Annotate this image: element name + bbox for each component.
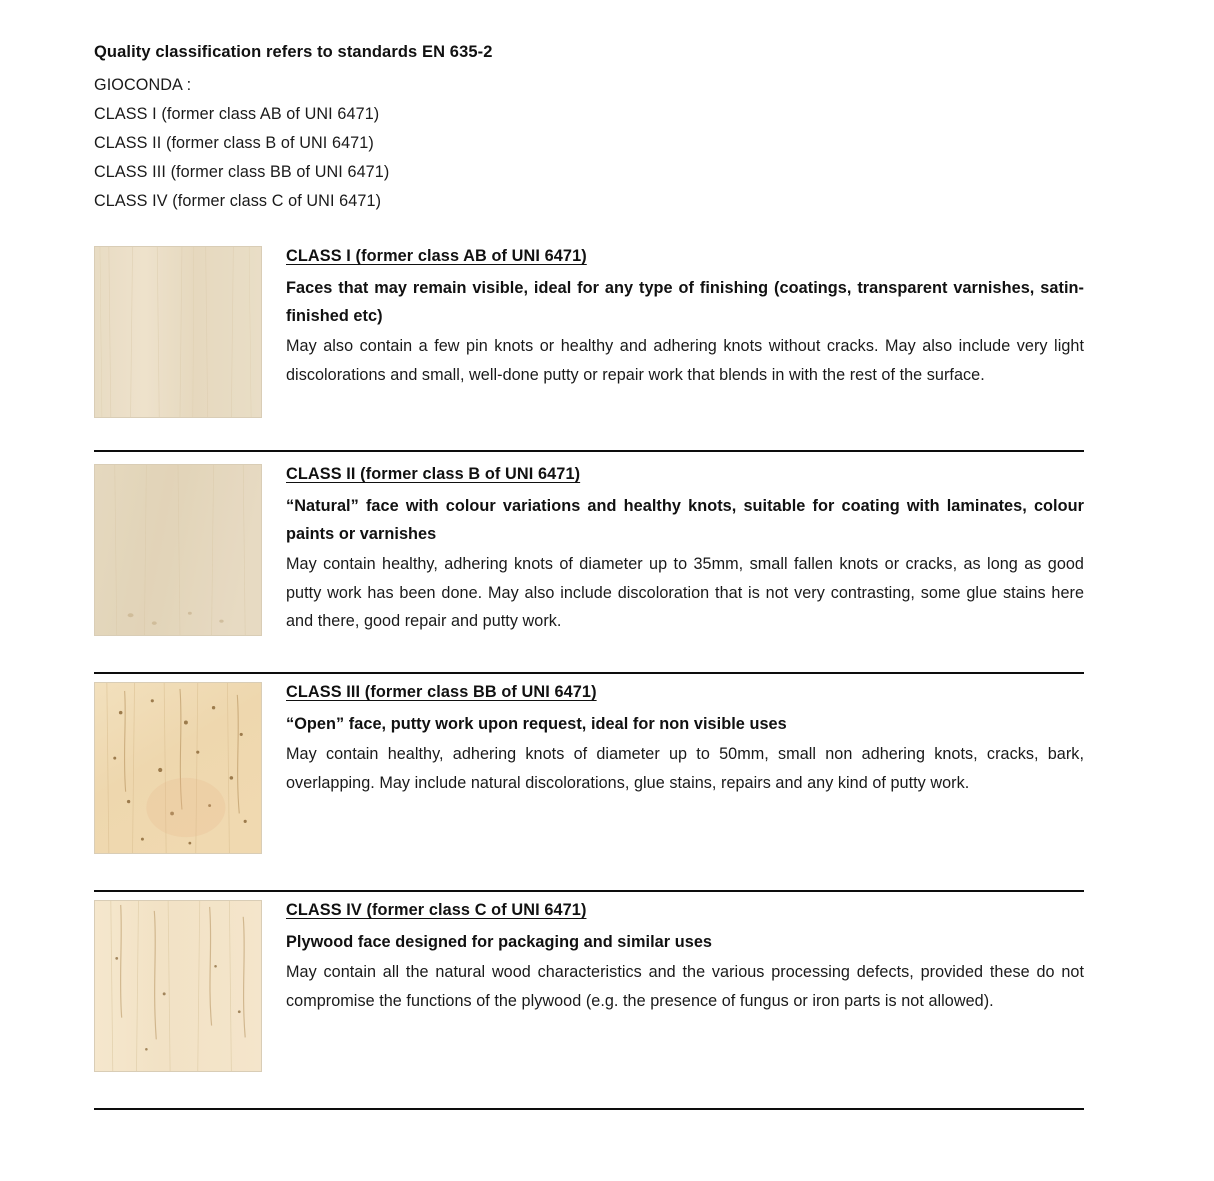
class-iii-body: May contain healthy, adhering knots of diameter up to 50mm, small non adhering knots, cracks, bark, overlapping. May include natural discolorations, glue stains, repairs and any kind of putty work.: [286, 745, 1084, 792]
plywood-sample-class-iv: [94, 900, 262, 1072]
intro-line-class-ii: CLASS II (former class B of UNI 6471): [94, 133, 374, 152]
intro-line-class-iv: CLASS IV (former class C of UNI 6471): [94, 191, 382, 210]
class-iii-heading: CLASS III (former class BB of UNI 6471): [286, 683, 597, 701]
class-i-heading: CLASS I (former class AB of UNI 6471): [286, 247, 587, 265]
class-iv-body: May contain all the natural wood characteristics and the various processing defects, provided these do not compromise the functions of the plywood (e.g. the presence of fungus or iron parts is not allowed).: [286, 963, 1084, 1010]
class-i-subtitle: Faces that may remain visible, ideal for any type of finishing (coatings, transparent varnishes, satin-finished etc): [286, 279, 1084, 325]
plywood-texture-icon: [95, 901, 261, 1071]
section-divider-3: [94, 890, 1084, 892]
class-iv-heading: CLASS IV (former class C of UNI 6471): [286, 901, 587, 919]
class-iii-subtitle: “Open” face, putty work upon request, ideal for non visible uses: [286, 715, 787, 733]
intro-line-giocondo: GIOCONDA :: [94, 75, 192, 94]
plywood-texture-icon: [95, 683, 261, 853]
plywood-sample-class-ii: [94, 464, 262, 636]
intro-block: [94, 44, 1094, 216]
plywood-sample-class-i: [94, 246, 262, 418]
class-ii-heading: CLASS II (former class B of UNI 6471): [286, 465, 581, 483]
page-title: Quality classification refers to standards EN 635-2: [94, 43, 493, 61]
class-iv-subtitle: Plywood face designed for packaging and similar uses: [286, 933, 713, 951]
class-i-body: May also contain a few pin knots or healthy and adhering knots without cracks. May also include very light discolorations and small, well-done putty or repair work that blends in with the rest of the surface.: [286, 337, 1084, 384]
class-ii-subtitle: “Natural” face with colour variations and healthy knots, suitable for coating with laminates, colour paints or varnishes: [286, 497, 1084, 543]
section-divider-1: [94, 450, 1084, 452]
section-divider-4: [94, 1108, 1084, 1110]
intro-line-class-iii: CLASS III (former class BB of UNI 6471): [94, 162, 390, 181]
class-ii-text: [286, 464, 1084, 636]
section-divider-2: [94, 672, 1084, 674]
plywood-sample-class-iii: [94, 682, 262, 854]
class-ii-body: May contain healthy, adhering knots of diameter up to 35mm, small fallen knots or cracks, as long as good putty work has been done. May also include discoloration that is not very contrasting, some glue stains here and there, good repair and putty work.: [286, 555, 1084, 630]
class-iii-text: [286, 682, 1084, 797]
class-i-text: [286, 246, 1084, 389]
intro-line-class-i: CLASS I (former class AB of UNI 6471): [94, 104, 380, 123]
plywood-texture-icon: [95, 465, 261, 635]
plywood-texture-icon: [95, 247, 261, 417]
class-iv-text: [286, 900, 1084, 1015]
